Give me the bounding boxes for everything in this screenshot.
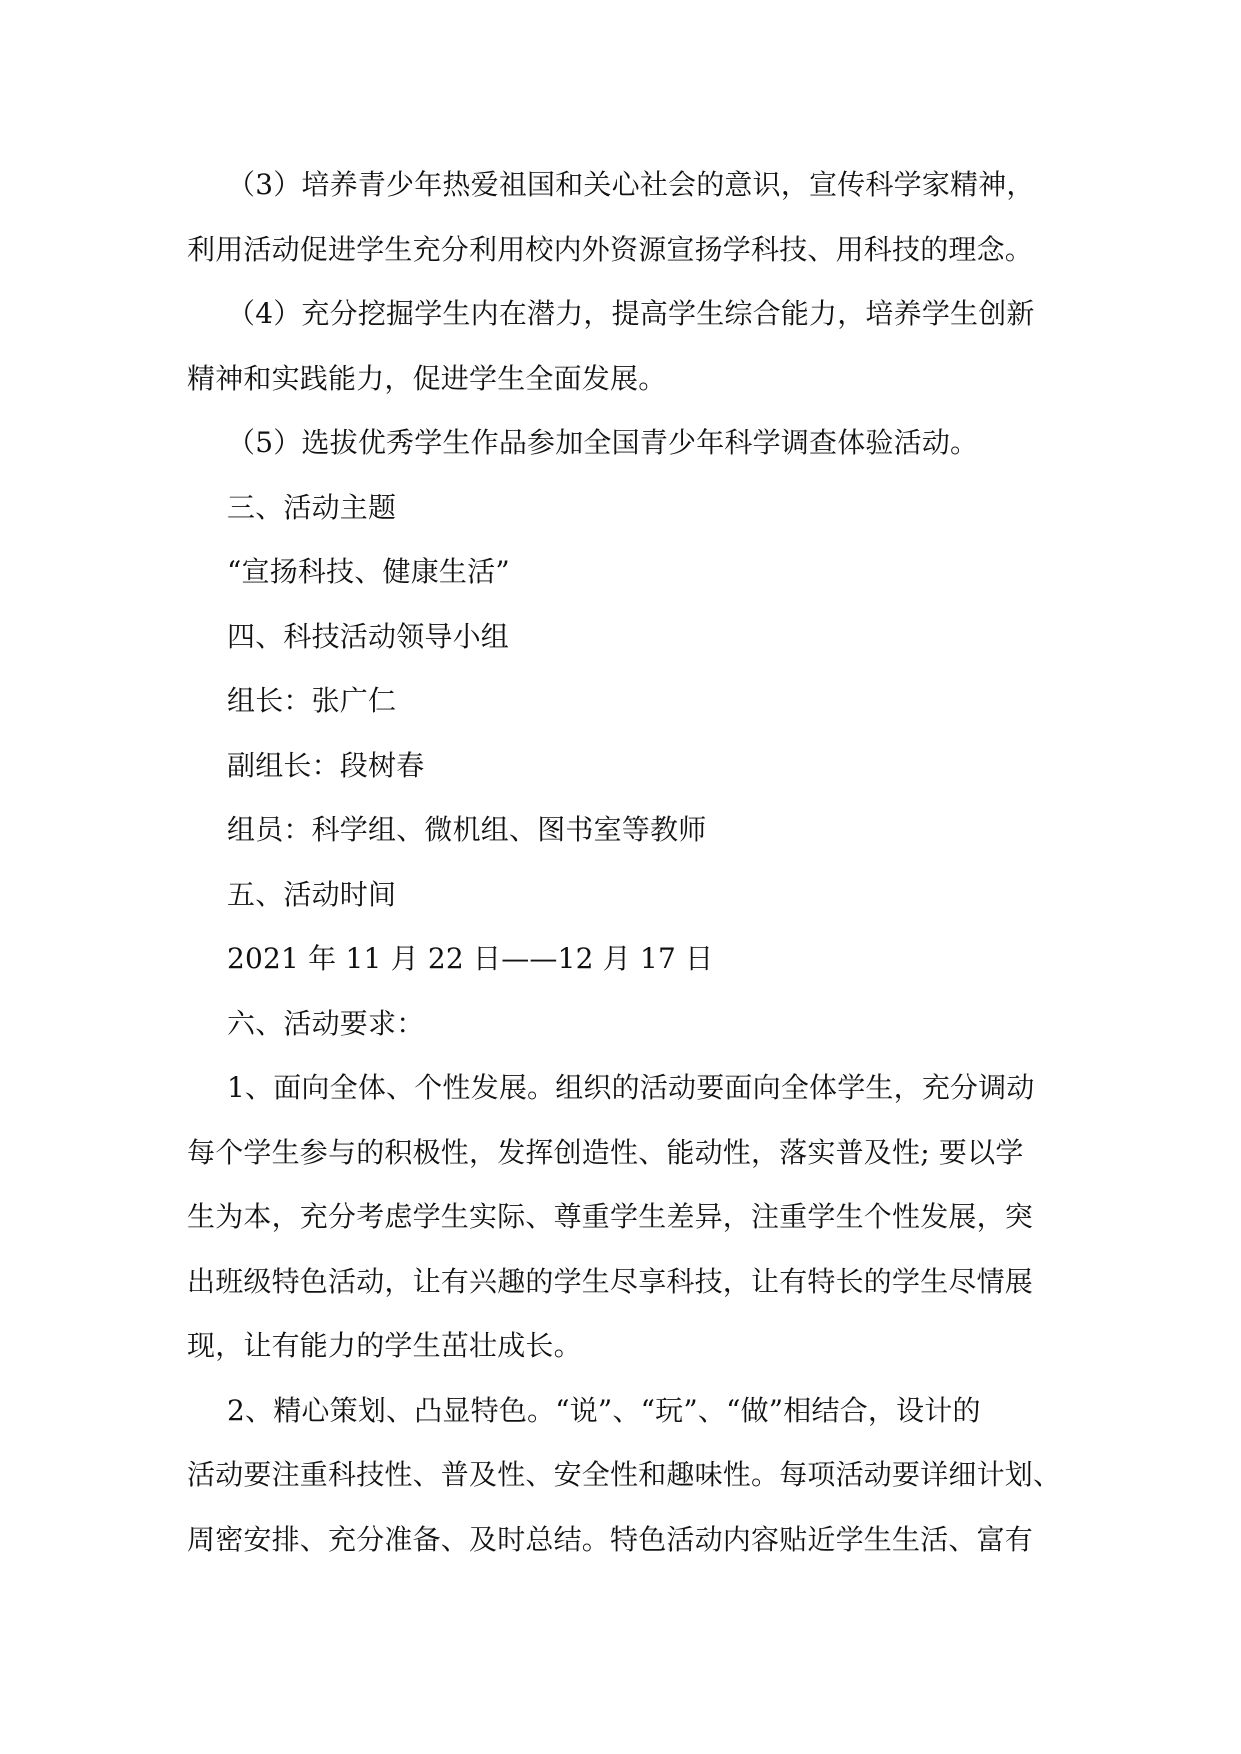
text-line: （4）充分挖掘学生内在潜力，提高学生综合能力，培养学生创新 [227, 297, 1035, 330]
text-line: 副组长：段树春 [227, 748, 425, 782]
paragraph-objective-4 [187, 282, 1057, 411]
text-line: 利用活动促进学生充分利用校内外资源宣扬学科技、用科技的理念。 [187, 232, 1034, 266]
document-body [187, 153, 1062, 1572]
text-line: “宣扬科技、健康生活” [227, 555, 510, 588]
text-line: 五、活动时间 [227, 877, 397, 911]
text-line: 出班级特色活动，让有兴趣的学生尽享科技，让有特长的学生尽情展 [187, 1264, 1034, 1298]
text-line: 组员：科学组、微机组、图书室等教师 [227, 813, 707, 846]
text-line: 1、面向全体、个性发展。组织的活动要面向全体学生，充分调动 [227, 1071, 1035, 1104]
section-heading-time [187, 863, 1057, 928]
text-line: 组长：张广仁 [227, 684, 397, 717]
time-line [187, 927, 1057, 992]
members-line [187, 798, 1057, 863]
text-line: 精神和实践能力，促进学生全面发展。 [187, 361, 667, 395]
paragraph-objective-3 [187, 153, 1057, 282]
text-line: 四、科技活动领导小组 [227, 619, 510, 653]
section-heading-theme [187, 476, 1057, 541]
paragraph-requirement-2 [187, 1379, 1062, 1573]
text-line: 六、活动要求： [227, 1006, 425, 1040]
leader-line [187, 669, 1057, 734]
section-heading-leadership [187, 605, 1057, 670]
text-line: 2021 年 11 月 22 日——12 月 17 日 [227, 942, 714, 975]
text-line: 活动要注重科技性、普及性、安全性和趣味性。每项活动要详细计划、 [187, 1458, 1062, 1491]
text-line: 周密安排、充分准备、及时总结。特色活动内容贴近学生生活、富有 [187, 1522, 1034, 1556]
text-line: 现，让有能力的学生茁壮成长。 [187, 1329, 582, 1362]
text-line: 生为本，充分考虑学生实际、尊重学生差异，注重学生个性发展，突 [187, 1200, 1034, 1233]
vice-leader-line [187, 734, 1057, 799]
paragraph-objective-5 [187, 411, 1057, 476]
text-line: （3）培养青少年热爱祖国和关心社会的意识，宣传科学家精神， [227, 168, 1035, 201]
text-line: 每个学生参与的积极性，发挥创造性、能动性，落实普及性; 要以学 [187, 1135, 1024, 1169]
text-line: 2、精心策划、凸显特色。“说”、“玩”、“做”相结合，设计的 [227, 1393, 981, 1427]
section-heading-requirements [187, 992, 1057, 1057]
text-line: 三、活动主题 [227, 490, 397, 524]
theme-text [187, 540, 1057, 605]
paragraph-requirement-1 [187, 1056, 1057, 1379]
text-line: （5）选拔优秀学生作品参加全国青少年科学调查体验活动。 [227, 426, 979, 459]
